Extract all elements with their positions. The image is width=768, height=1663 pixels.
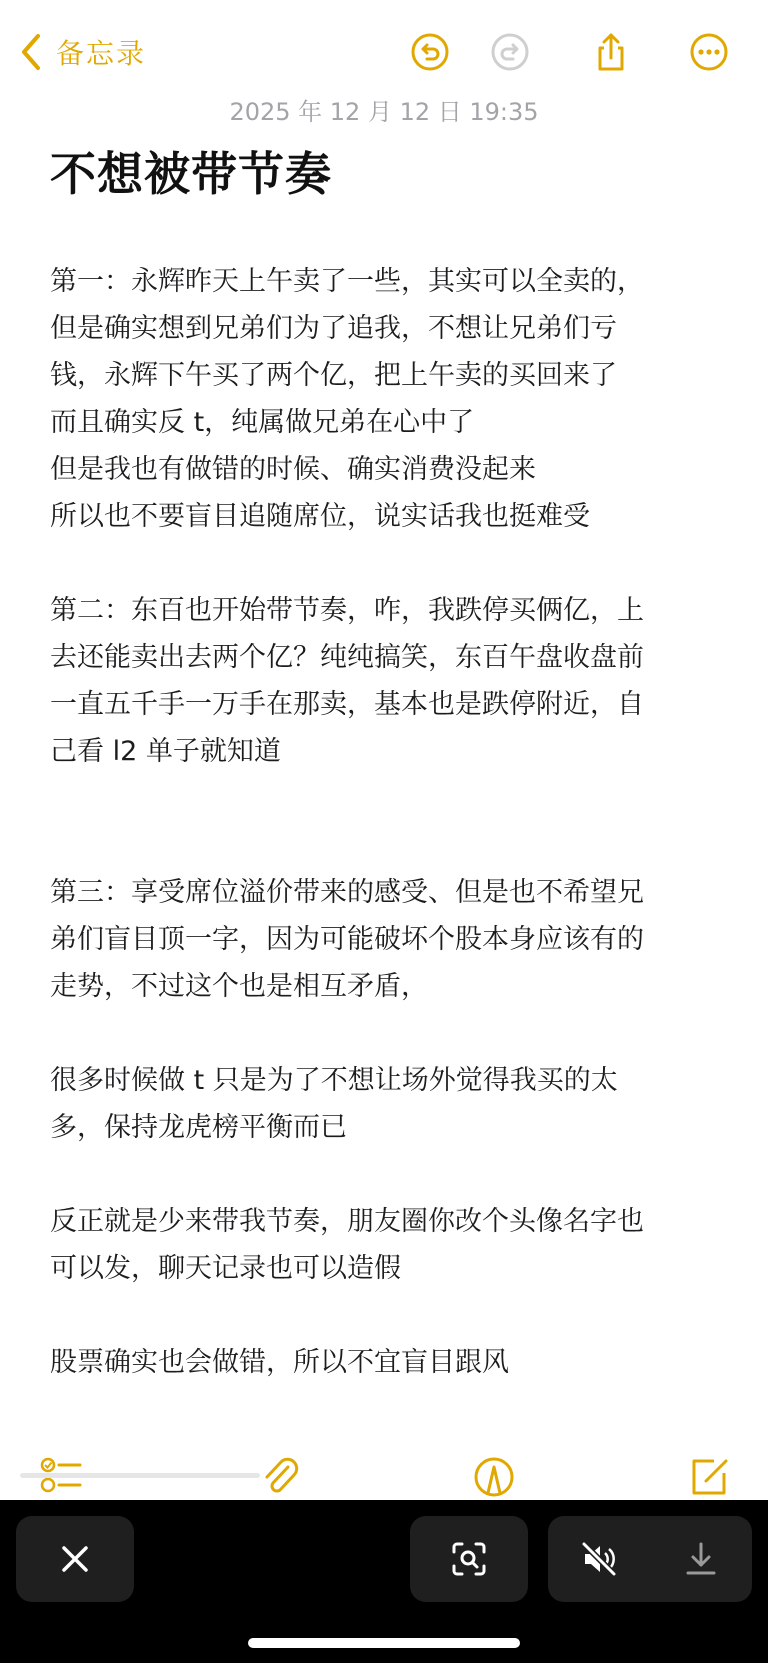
note-body[interactable]: [50, 258, 730, 1386]
top-navigation: [0, 0, 768, 100]
close-icon: [55, 1539, 95, 1579]
attachment-icon: [258, 1455, 302, 1499]
note-paragraph: 反正就是少来带我节奏，朋友圈你改个头像名字也 可以发，聊天记录也可以造假: [50, 1206, 644, 1284]
chevron-left-icon: [20, 33, 42, 71]
more-icon: [689, 32, 729, 72]
redo-button[interactable]: [488, 30, 532, 74]
note-paragraph: 第三：享受席位溢价带来的感受、但是也不希望兄 弟们盲目顶一字，因为可能破坏个股本身应该有的 走势，不过这个也是相互矛盾，: [50, 877, 644, 1002]
media-overlay-bar: [0, 1500, 768, 1663]
note-paragraph: 股票确实也会做错，所以不宜盲目跟风: [50, 1347, 509, 1378]
home-indicator[interactable]: [248, 1638, 520, 1648]
more-button[interactable]: [687, 30, 731, 74]
note-title[interactable]: 不想被带节奏: [50, 147, 332, 201]
close-button[interactable]: [16, 1516, 134, 1602]
scrub-bar[interactable]: [20, 1473, 260, 1478]
undo-icon: [410, 32, 450, 72]
share-button[interactable]: [589, 30, 633, 74]
note-paragraph: 第二：东百也开始带节奏，咋，我跌停买俩亿，上 去还能卖出去两个亿？纯纯搞笑，东百午盘收盘前 一直五千手一万手在那卖，基本也是跌停附近，自 己看 l2 单子就知道: [50, 595, 644, 767]
mute-icon[interactable]: [579, 1539, 619, 1579]
back-button[interactable]: [20, 30, 146, 74]
note-timestamp: 2025 年 12 月 12 日 19:35: [229, 98, 539, 126]
scan-button[interactable]: [410, 1516, 528, 1602]
markup-icon: [472, 1455, 516, 1499]
media-controls: [548, 1516, 752, 1602]
undo-button[interactable]: [408, 30, 452, 74]
back-label: 备忘录: [56, 37, 147, 70]
share-icon: [591, 32, 631, 72]
download-icon[interactable]: [681, 1539, 721, 1579]
compose-icon: [688, 1455, 732, 1499]
compose-button[interactable]: [688, 1455, 732, 1499]
note-paragraph: 很多时候做 t 只是为了不想让场外觉得我买的太 多，保持龙虎榜平衡而已: [50, 1065, 618, 1143]
note-paragraph: 第一：永辉昨天上午卖了一些，其实可以全卖的， 但是确实想到兄弟们为了追我，不想让兄弟们亏 钱，永辉下午买了两个亿，把上午卖的买回来了 而且确实反 t，纯属做兄弟在心中了 但是我也有做错的时候、确实消费没起来 所以也不要盲目追随席位，说实话我也挺难受: [50, 266, 644, 532]
markup-button[interactable]: [472, 1455, 516, 1499]
scan-icon: [449, 1539, 489, 1579]
redo-icon: [490, 32, 530, 72]
attachment-button[interactable]: [258, 1455, 302, 1499]
